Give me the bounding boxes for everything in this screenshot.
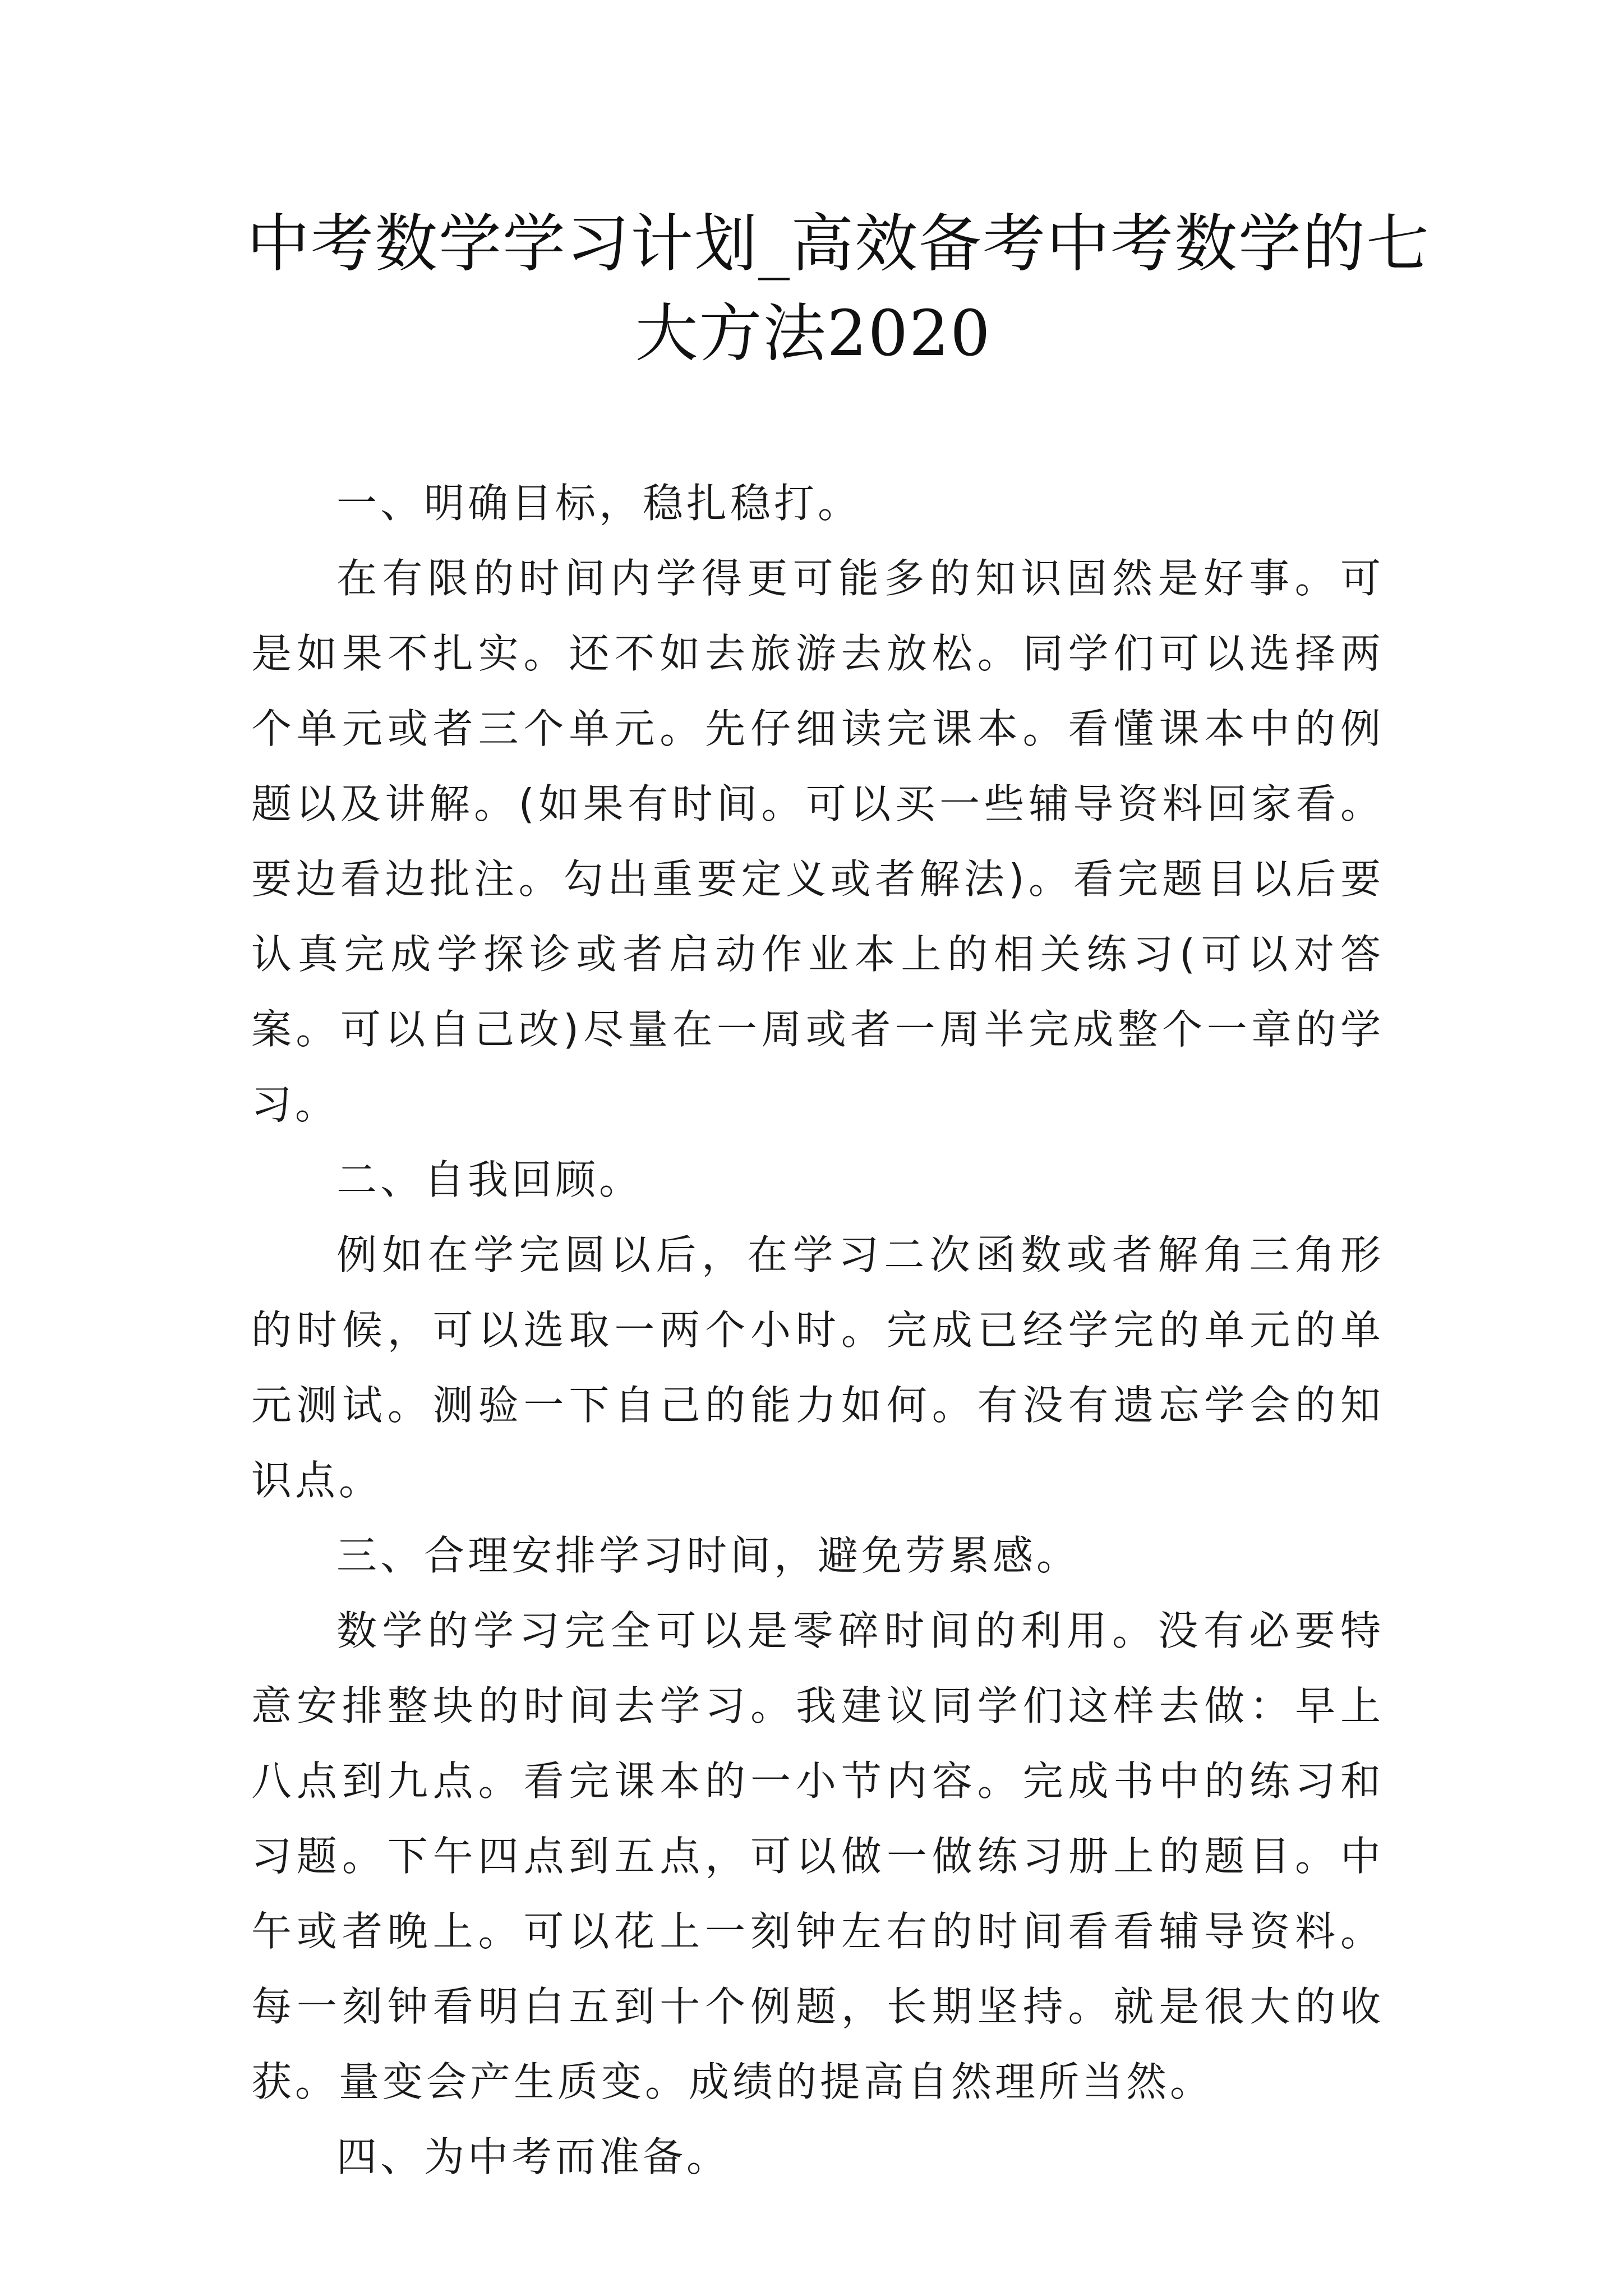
section-paragraph-1: 在有限的时间内学得更可能多的知识固然是好事。可是如果不扎实。还不如去旅游去放松。同学们可以选择两个单元或者三个单元。先仔细读完课本。看懂课本中的例题以及讲解。(如果有时间。可以买一些辅导资料回家看。要边看边批注。勾出重要定义或者解法)。看完题目以后要认真完成学探诊或者启动作业本上的相关练习(可以对答案。可以自己改)尽量在一周或者一周半完成整个一章的学习。 <box>251 555 1384 1128</box>
title-line-1: 中考数学学习计划_高效备考中考数学的七 <box>247 208 1430 280</box>
section-heading-1: 一、明确目标，稳扎稳打。 <box>336 480 862 527</box>
document-body <box>251 466 1384 2194</box>
section-heading-2: 二、自我回顾。 <box>336 1156 643 1203</box>
section-heading-3: 三、合理安排学习时间，避免劳累感。 <box>336 1532 1081 1579</box>
section-paragraph-3: 数学的学习完全可以是零碎时间的利用。没有必要特意安排整块的时间去学习。我建议同学们这样去做：早上八点到九点。看完课本的一小节内容。完成书中的练习和习题。下午四点到五点，可以做一做练习册上的题目。中午或者晚上。可以花上一刻钟左右的时间看看辅导资料。每一刻钟看明白五到十个例题，长期坚持。就是很大的收获。量变会产生质变。成绩的提高自然理所当然。 <box>251 1607 1384 2105</box>
section-paragraph-2: 例如在学完圆以后，在学习二次函数或者解角三角形的时候，可以选取一两个小时。完成已经学完的单元的单元测试。测验一下自己的能力如何。有没有遗忘学会的知识点。 <box>251 1231 1384 1504</box>
document-title <box>247 199 1430 379</box>
title-line-2: 大方法2020 <box>635 297 992 370</box>
section-heading-4: 四、为中考而准备。 <box>336 2133 731 2180</box>
